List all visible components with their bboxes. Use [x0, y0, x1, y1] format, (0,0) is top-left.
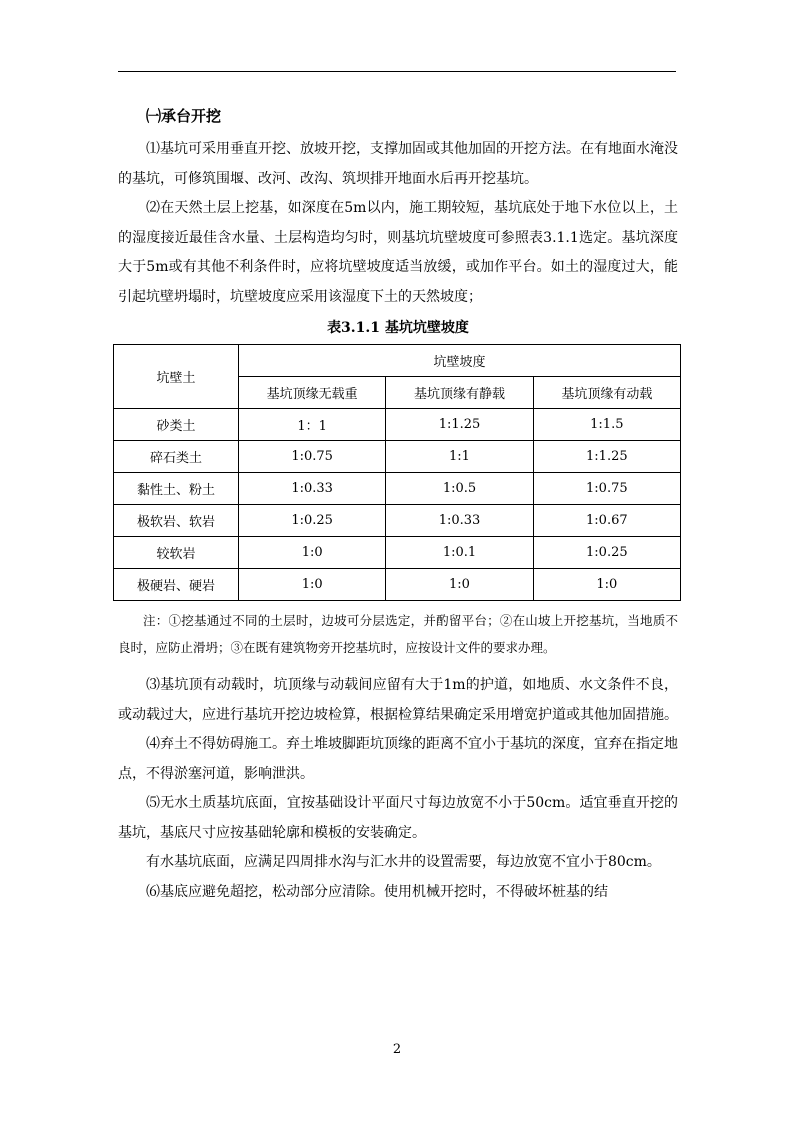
soil-cell: 极硬岩、硬岩 [114, 569, 239, 601]
value-cell: 1:0.5 [386, 473, 533, 505]
value-cell: 1:1.25 [533, 441, 680, 473]
table-row [114, 505, 681, 537]
paragraph-5: ⑸无水土质基坑底面，宜按基础设计平面尺寸每边放宽不小于50cm。适宜垂直开挖的基坑，基底尺寸应按基础轮廓和模板的安装确定。 [118, 795, 678, 841]
table-row [114, 409, 681, 441]
soil-cell: 砂类土 [114, 409, 239, 441]
paragraph-4: ⑷弃土不得妨碍施工。弃土堆坡脚距坑顶缘的距离不宜小于基坑的深度，宜弃在指定地点，不得淤塞河道，影响泄洪。 [118, 736, 678, 782]
value-cell: 1:0.1 [386, 537, 533, 569]
table-caption: 表3.1.1 基坑坑壁坡度 [327, 320, 469, 336]
page-number: 2 [392, 1042, 402, 1057]
value-cell: 1:0.25 [533, 537, 680, 569]
value-cell: 1:0.75 [239, 441, 386, 473]
header-rule [118, 71, 676, 72]
table-row [114, 537, 681, 569]
document-body [118, 103, 678, 907]
table-row [114, 569, 681, 601]
table-note [118, 607, 678, 661]
value-cell: 1:0 [533, 569, 680, 601]
value-cell: 1:0.25 [239, 505, 386, 537]
value-cell: 1:1.25 [386, 409, 533, 441]
slope-table [113, 344, 681, 601]
column-header: 基坑顶缘无载重 [239, 377, 386, 409]
note-text: 注：①挖基通过不同的土层时，边坡可分层选定，并酌留平台；②在山坡上开挖基坑，当地质不良时，应防止滑坍；③在既有建筑物旁开挖基坑时，应按设计文件的要求办理。 [118, 613, 678, 655]
value-cell: 1：1 [239, 409, 386, 441]
soil-cell: 碎石类土 [114, 441, 239, 473]
row-header-cell: 坑壁土 [114, 345, 239, 409]
paragraph-1: ⑴基坑可采用垂直开挖、放坡开挖，支撑加固或其他加固的开挖方法。在有地面水淹没的基坑，可修筑围堰、改河、改沟、筑坝排开地面水后再开挖基坑。 [118, 141, 678, 187]
column-header: 基坑顶缘有静载 [386, 377, 533, 409]
value-cell: 1:1.5 [533, 409, 680, 441]
paragraph-2: ⑵在天然土层上挖基，如深度在5m以内，施工期较短，基坑底处于地下水位以上，土的湿度接近最佳含水量、土层构造均匀时，则基坑坑壁坡度可参照表3.1.1选定。基坑深度大于5m或有其他不利条件时，应将坑壁坡度适当放缓，或加作平台。如土的湿度过大，能引起坑壁坍塌时，坑壁坡度应采用该湿度下土的天然坡度； [118, 200, 678, 305]
value-cell: 1:0 [386, 569, 533, 601]
following-paragraphs [118, 671, 678, 907]
table-row [114, 473, 681, 505]
paragraph-7: ⑹基底应避免超挖，松动部分应清除。使用机械开挖时，不得破坏桩基的结 [146, 883, 608, 900]
value-cell: 1:1 [386, 441, 533, 473]
value-cell: 1:0 [239, 569, 386, 601]
value-cell: 1:0.75 [533, 473, 680, 505]
table-row [114, 441, 681, 473]
value-cell: 1:0.67 [533, 505, 680, 537]
value-cell: 1:0 [239, 537, 386, 569]
section-heading: ㈠承台开挖 [146, 107, 222, 125]
group-header-cell: 坑壁坡度 [239, 345, 681, 377]
paragraph-3: ⑶基坑顶有动载时，坑顶缘与动载间应留有大于1m的护道，如地质、水文条件不良，或动载过大，应进行基坑开挖边坡检算，根据检算结果确定采用增宽护道或其他加固措施。 [118, 677, 678, 723]
table-header-row [114, 345, 681, 377]
paragraph-6: 有水基坑底面，应满足四周排水沟与汇水井的设置需要，每边放宽不宜小于80cm。 [146, 854, 661, 870]
soil-cell: 极软岩、软岩 [114, 505, 239, 537]
value-cell: 1:0.33 [386, 505, 533, 537]
value-cell: 1:0.33 [239, 473, 386, 505]
column-header: 基坑顶缘有动载 [533, 377, 680, 409]
soil-cell: 较软岩 [114, 537, 239, 569]
soil-cell: 黏性土、粉土 [114, 473, 239, 505]
